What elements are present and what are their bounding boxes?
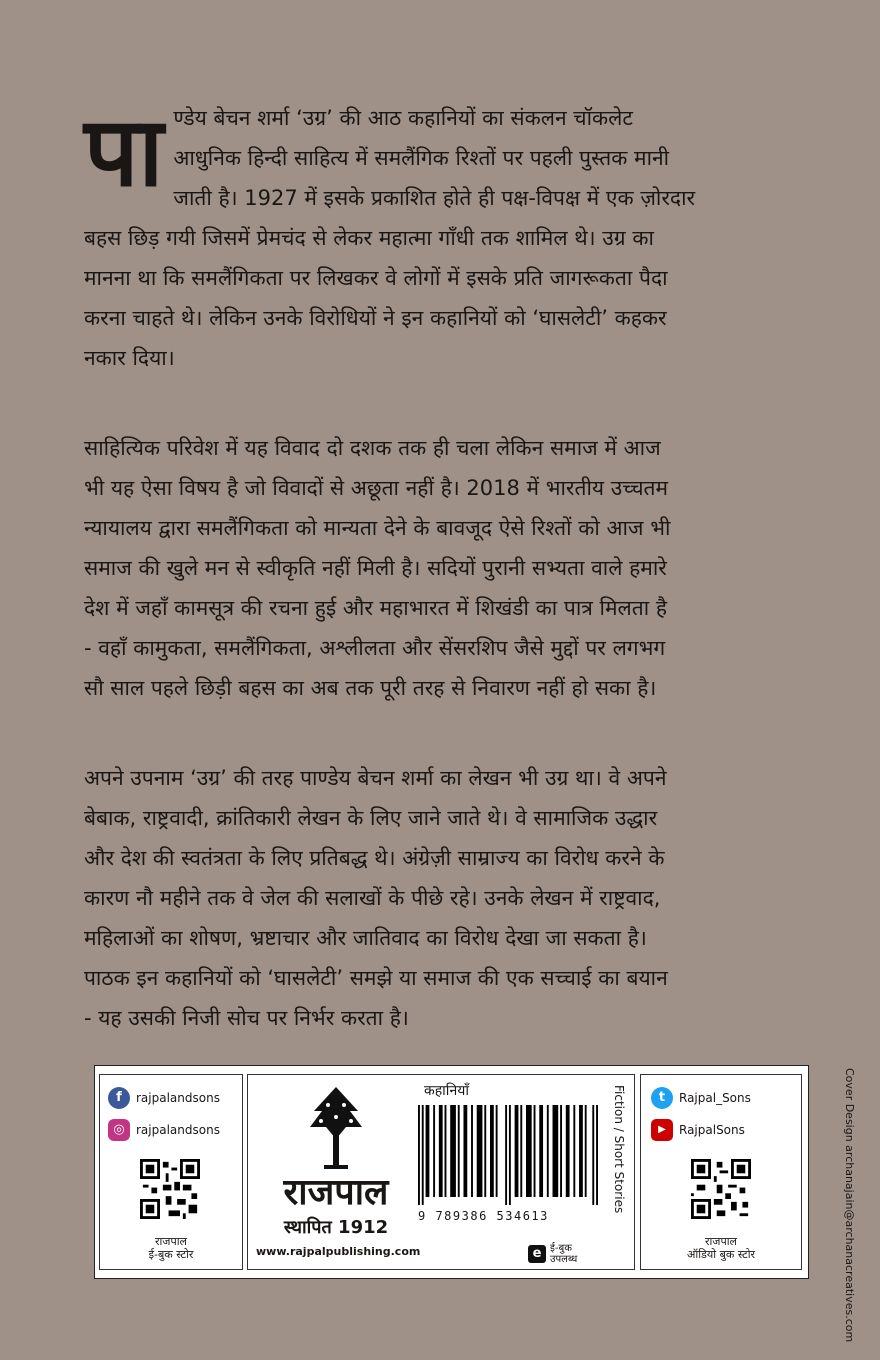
genre-english-text: Fiction / Short Stories (612, 1085, 626, 1214)
genre-english (610, 1085, 630, 1225)
paragraph-line: समाज की खुले मन से स्वीकृति नहीं मिली है। सदियों पुरानी सभ्यता वाले हमारे (84, 556, 667, 580)
ebook-label-1: ई-बुक (550, 1243, 572, 1254)
paragraph-line: न्यायालय द्वारा समलैंगिकता को मान्यता देने के बावजूद ऐसे रिश्तों को आज भी (84, 516, 671, 540)
publisher-center-box (247, 1074, 635, 1270)
qr-code-ebook[interactable] (140, 1159, 200, 1219)
paragraph-line: आधुनिक हिन्दी साहित्य में समलैंगिक रिश्तों पर पहली पुस्तक मानी (173, 146, 670, 170)
paragraph-1 (84, 98, 790, 378)
isbn-number: 9 789386 534613 (418, 1209, 549, 1223)
ebook-label-2: उपलब्ध (550, 1254, 578, 1265)
youtube-icon: ▶ (651, 1119, 673, 1141)
cover-design-credit (838, 1068, 858, 1343)
paragraph-line: जाती है। 1927 में इसके प्रकाशित होते ही पक्ष-विपक्ष में एक ज़ोरदार (173, 186, 696, 210)
publisher-panel (94, 1065, 809, 1279)
paragraph-line: मानना था कि समलैंगिकता पर लिखकर वे लोगों में इसके प्रति जागरूकता पैदा (84, 266, 668, 290)
paragraph-line: ण्डेय बेचन शर्मा ‘उग्र’ की आठ कहानियों का संकलन चॉकलेट (173, 106, 634, 130)
instagram-link[interactable] (108, 1119, 220, 1141)
facebook-icon: f (108, 1087, 130, 1109)
paragraph-line: करना चाहते थे। लेकिन उनके विरोधियों ने इन कहानियों को ‘घासलेटी’ कहकर (84, 306, 667, 330)
paragraph-line: देश में जहाँ कामसूत्र की रचना हुई और महाभारत में शिखंडी का पात्र मिलता है (84, 596, 668, 620)
paragraph-line: अपने उपनाम ‘उग्र’ की तरह पाण्डेय बेचन शर्मा का लेखन भी उग्र था। वे अपने (84, 766, 667, 790)
facebook-handle: rajpalandsons (136, 1091, 220, 1105)
paragraph-line: भी यह ऐसा विषय है जो विवादों से अछूता नहीं है। 2018 में भारतीय उच्चतम (84, 476, 669, 500)
publisher-logo: राजपाल (283, 1172, 389, 1213)
paragraph-3 (84, 758, 790, 1038)
social-left-box (99, 1074, 243, 1270)
instagram-handle: rajpalandsons (136, 1123, 220, 1137)
twitter-link[interactable] (651, 1087, 751, 1109)
ebook-available-badge (528, 1243, 577, 1265)
qr-code-audiobook[interactable] (691, 1159, 751, 1219)
paragraph-line: - यह उसकी निजी सोच पर निर्भर करता है। (84, 1006, 409, 1030)
facebook-link[interactable] (108, 1087, 220, 1109)
youtube-link[interactable] (651, 1119, 745, 1141)
genre-hindi: कहानियाँ (424, 1083, 469, 1099)
paragraph-line: नकार दिया। (84, 346, 175, 370)
twitter-icon: t (651, 1087, 673, 1109)
paragraph-line: और देश की स्वतंत्रता के लिए प्रतिबद्ध थे। अंग्रेज़ी साम्राज्य का विरोध करने के (84, 846, 665, 870)
website-link[interactable]: www.rajpalpublishing.com (256, 1245, 421, 1258)
qr-caption-line1: राजपाल (704, 1235, 738, 1248)
paragraph-line: सौ साल पहले छिड़ी बहस का अब तक पूरी तरह से निवारण नहीं हो सका है। (84, 676, 657, 700)
paragraph-line: कारण नौ महीने तक वे जेल की सलाखों के पीछे रहे। उनके लेखन में राष्ट्रवाद, (84, 886, 661, 910)
qr-caption-line2: ई-बुक स्टोर (148, 1248, 194, 1261)
qr-caption-line1: राजपाल (154, 1235, 188, 1248)
barcode (418, 1105, 598, 1205)
paragraph-line: बेबाक, राष्ट्रवादी, क्रांतिकारी लेखन के लिए जाने जाते थे। वे सामाजिक उद्धार (84, 806, 658, 830)
twitter-handle: Rajpal_Sons (679, 1091, 751, 1105)
drop-cap: पा (84, 96, 164, 208)
youtube-handle: RajpalSons (679, 1123, 745, 1137)
social-right-box (640, 1074, 802, 1270)
tree-logo-icon (306, 1081, 366, 1171)
paragraph-line: बहस छिड़ गयी जिसमें प्रेमचंद से लेकर महात्मा गाँधी तक शामिल थे। उग्र का (84, 226, 654, 250)
paragraph-line: पाठक इन कहानियों को ‘घासलेटी’ समझे या समाज की एक सच्चाई का बयान (84, 966, 668, 990)
paragraph-line: - वहाँ कामुकता, समलैंगिकता, अश्लीलता और सेंसरशिप जैसे मुद्दों पर लगभग (84, 636, 666, 660)
paragraph-line: महिलाओं का शोषण, भ्रष्टाचार और जातिवाद का विरोध देखा जा सकता है। (84, 926, 647, 950)
established-year: स्थापित 1912 (283, 1217, 389, 1238)
ebook-icon: e (528, 1245, 546, 1263)
paragraph-line: साहित्यिक परिवेश में यह विवाद दो दशक तक ही चला लेकिन समाज में आज (84, 436, 661, 460)
instagram-icon: ◎ (108, 1119, 130, 1141)
paragraph-2 (84, 428, 790, 708)
qr-caption-line2: ऑडियो बुक स्टोर (686, 1248, 756, 1261)
cover-design-text: Cover Design archanajain@archanacreatives.com (843, 1068, 856, 1343)
